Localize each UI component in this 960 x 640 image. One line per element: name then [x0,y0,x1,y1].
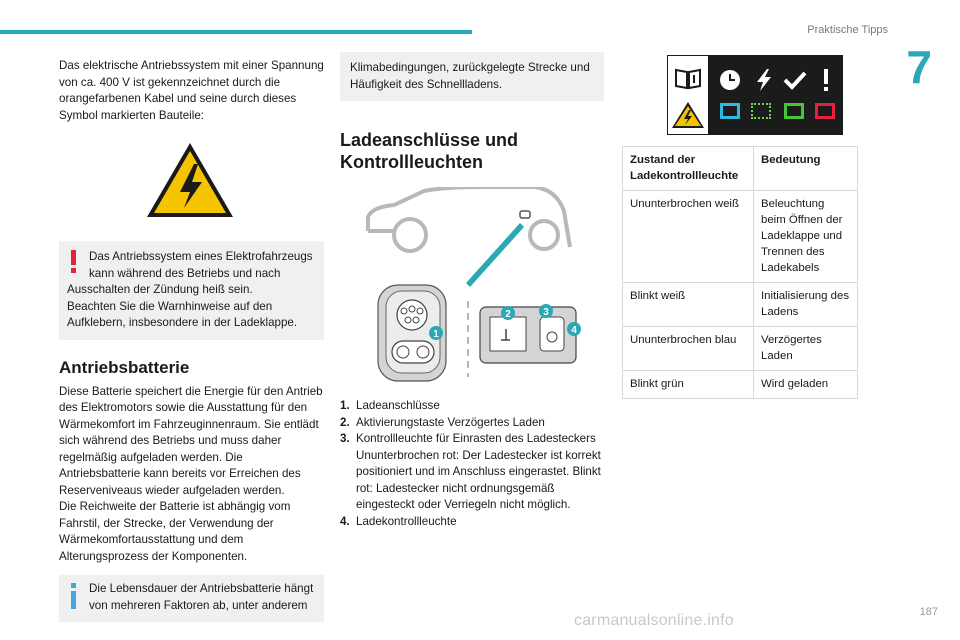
continued-text: Klimabedingungen, zurückgelegte Strecke und Häufigkeit des Schnellladens. [350,61,590,91]
indicator-red [815,103,835,119]
indicator-green [784,103,804,119]
indicator-status-table [622,146,858,399]
high-voltage-warning-icon [668,98,708,134]
warning-line: Beachten Sie die Warnhinweise auf den Aufklebern, insbesondere in der Ladeklappe. [67,299,298,329]
battery-paragraph: Diese Batterie speichert die Energie für den Antrieb des Elektromotors sowie die Ausstattung für den Wärmekomfort im Fahrzeuginnenraum. Sie entlädt sich während des Betriebs und muss daher regelmäßig aufgeladen werden. Die Antriebsbatterie kann bereits vor Erreichen des Reserveniveaus wieder aufgeladen werden. [59,384,323,497]
table-header-cell: Bedeutung [754,147,858,191]
info-box [59,575,324,622]
watermark: carmanualsonline.info [574,612,734,629]
battery-range-paragraph: Die Reichweite der Batterie ist abhängig vom Fahrstil, der Strecke, der Verwendung der Wärmekomfortausstattung und dem Alterungsprozess der Komponenten. [59,500,291,563]
table-cell: Ununterbrochen weiß [623,191,754,283]
table-cell: Blinkt weiß [623,283,754,327]
checkmark-icon [781,67,809,93]
table-header-row [623,147,858,191]
intro-paragraph: Das elektrische Antriebssystem mit einer Spannung von ca. 400 V ist gekennzeichnet durch die orangefarbenen Kabel und seine durch dieses Symbol markierten Bauteile: [59,59,324,122]
charging-port-diagram [364,187,584,383]
manual-book-icon [668,58,708,98]
column-middle [340,52,604,530]
indicator-white-blue [720,103,740,119]
info-icon [71,583,77,609]
table-row [623,191,858,283]
indicator-panel [667,55,843,135]
list-item: 3. Kontrollleuchte für Einrasten des Ladesteckers Ununterbrochen rot: Der Ladestecker ist korrekt positioniert und im Anschluss eingerastet. Blinkt rot: Ladestecker nicht ordnungsgemäß eingesteckt oder Verriegeln nicht möglich. [340,432,601,511]
table-cell: Wird geladen [754,371,858,399]
warning-line: Ausschalten der Zündung heiß sein. [67,283,253,296]
table-cell: Initialisierung des Ladens [754,283,858,327]
high-voltage-warning-icon [144,140,236,220]
table-header-cell: Zustand der Ladekontrollleuchte [623,147,754,191]
table-cell: Blinkt grün [623,371,754,399]
page-number: 187 [919,606,938,618]
legend-list [340,398,604,530]
top-accent-bar [0,30,472,34]
column-left [59,58,324,622]
warning-line: Das Antriebssystem eines Elektrofahrzeugs [89,250,313,263]
callout-1: 1 [433,329,439,340]
table-row [623,327,858,371]
list-item: 2. Aktivierungstaste Verzögertes Laden [340,415,545,429]
section-heading-charging: Ladeanschlüsse und Kontrollleuchten [340,130,519,172]
list-item: 1. Ladeanschlüsse [340,399,440,412]
section-heading-battery: Antriebsbatterie [59,357,190,377]
info-line: Die Lebensdauer der Antriebsbatterie hängt [89,582,314,595]
table-cell: Ununterbrochen blau [623,327,754,371]
table-cell: Verzögertes Laden [754,327,858,371]
column-right [622,52,886,399]
table-row [623,283,858,327]
section-label: Praktische Tipps [807,24,888,36]
list-item: 4. Ladekontrollleuchte [340,514,457,528]
table-row [623,371,858,399]
warning-line: kann während des Betriebs und nach [89,266,281,280]
callout-4: 4 [571,325,577,336]
callout-2: 2 [505,309,511,320]
clock-icon [717,67,743,93]
warning-box [59,241,324,340]
lightning-icon [751,67,777,93]
info-line: von mehreren Faktoren ab, unter anderem [89,598,308,612]
callout-3: 3 [543,307,549,318]
chapter-number: 7 [906,41,932,93]
indicator-dotted-green [751,103,771,119]
table-cell: Beleuchtung beim Öffnen der Ladeklappe und Trennen des Ladekabels [754,191,858,283]
exclamation-icon [71,250,77,273]
alert-icon [819,67,833,93]
continued-note [340,52,604,101]
